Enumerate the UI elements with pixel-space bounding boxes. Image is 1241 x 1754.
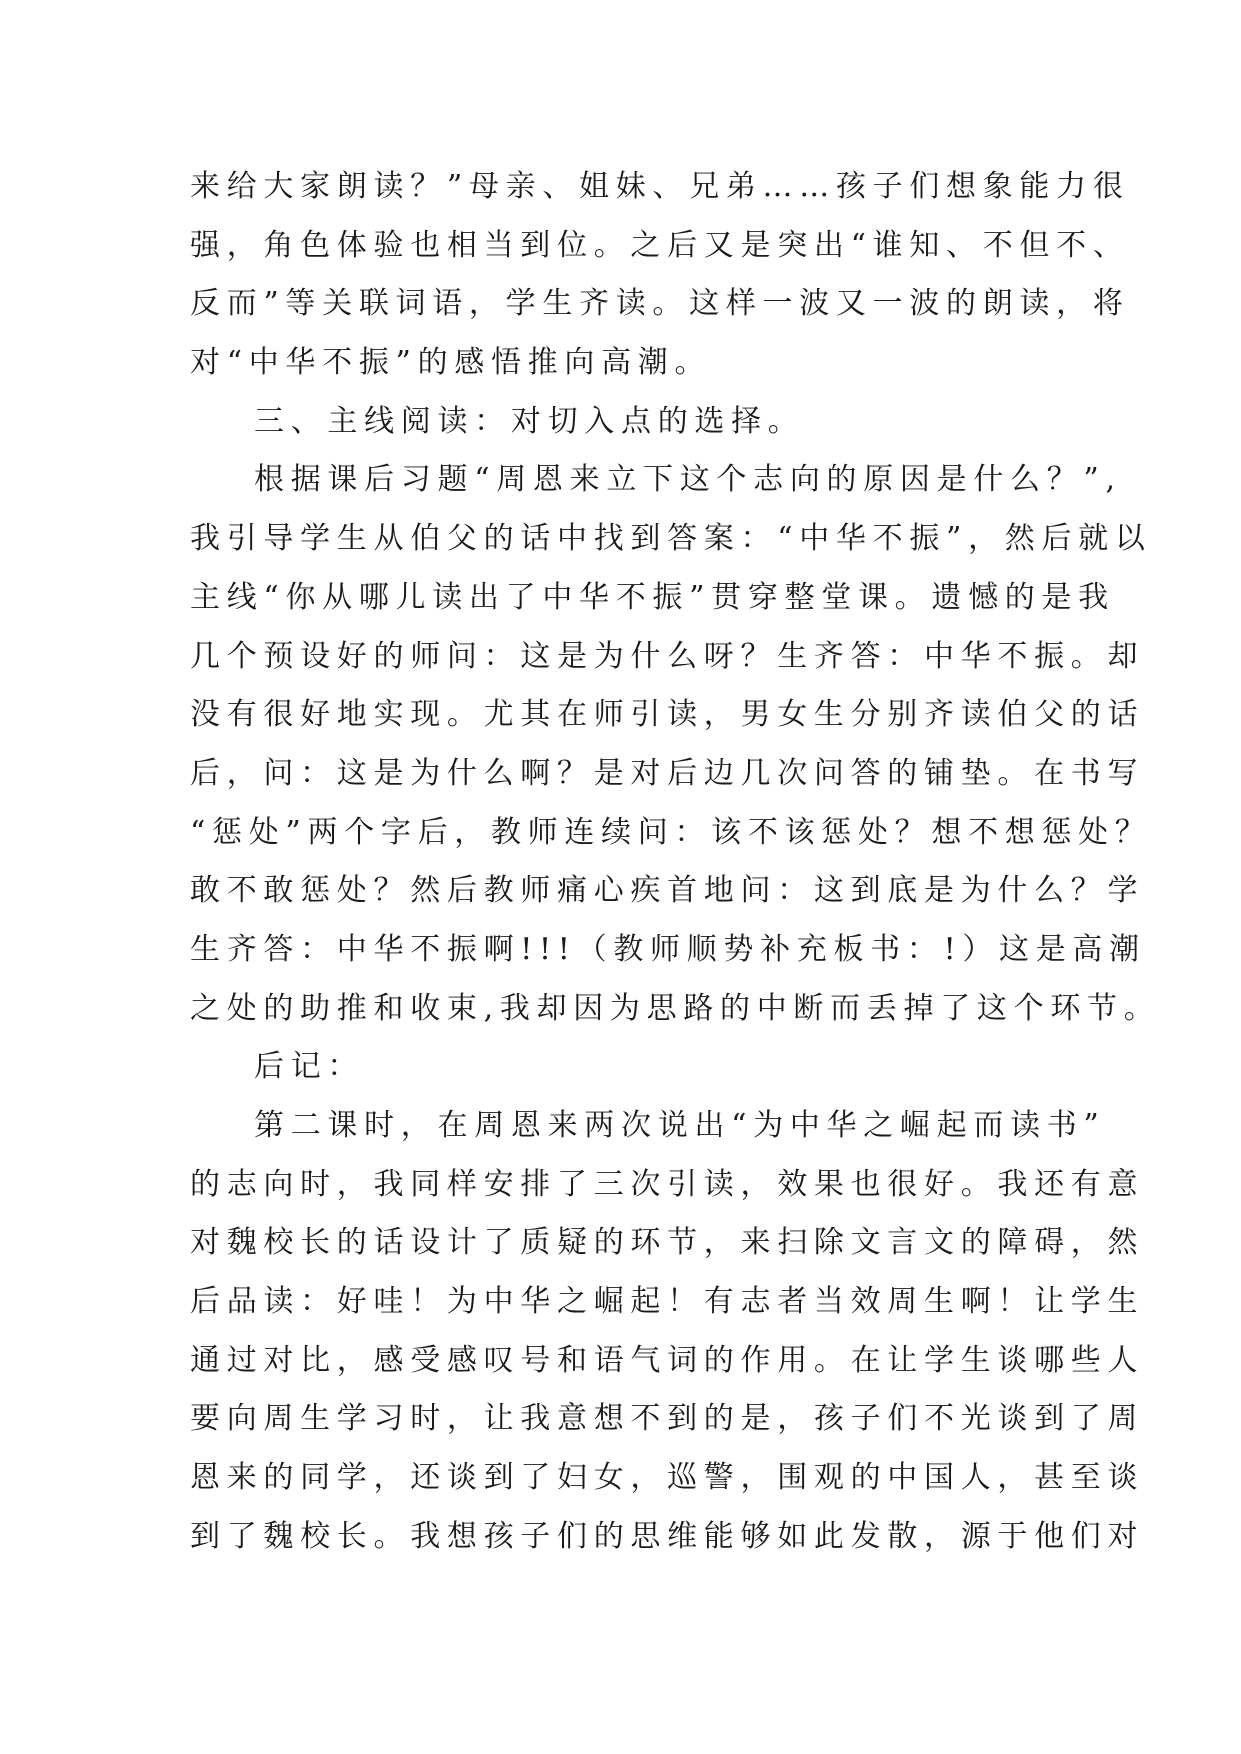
- text-line: 后品读：好哇！为中华之崛起！有志者当效周生啊！让学生: [190, 1284, 1145, 1320]
- paragraph-start-line: 根据课后习题“周恩来立下这个志向的原因是什么？”,: [254, 462, 1122, 498]
- text-line: 通过对比，感受感叹号和语气词的作用。在让学生谈哪些人: [190, 1342, 1145, 1378]
- text-line: 反而”等关联词语，学生齐读。这样一波又一波的朗读，将: [190, 286, 1130, 322]
- paragraph-start-line: 第二课时，在周恩来两次说出“为中华之崛起而读书”: [254, 1108, 1106, 1143]
- text-line: 恩来的同学，还谈到了妇女，巡警，围观的中国人，甚至谈: [190, 1460, 1145, 1496]
- paragraph-start-line: 后记：: [254, 1049, 365, 1085]
- text-line: 要向周生学习时，让我意想不到的是，孩子们不光谈到了周: [190, 1401, 1145, 1437]
- text-line: 来给大家朗读？”母亲、姐妹、兄弟……孩子们想象能力很: [190, 169, 1130, 204]
- text-line: 后，问：这是为什么啊？是对后边几次问答的铺垫。在书写: [190, 755, 1145, 791]
- text-line: 对魏校长的话设计了质疑的环节，来扫除文言文的障碍，然: [190, 1225, 1145, 1261]
- body-text: [190, 158, 1161, 1567]
- text-line: 没有很好地实现。尤其在师引读，男女生分别齐读伯父的话: [190, 697, 1145, 733]
- text-line: 到了魏校长。我想孩子们的思维能够如此发散，源于他们对: [190, 1518, 1145, 1554]
- text-line: 我引导学生从伯父的话中找到答案：“中华不振”，然后就以: [190, 521, 1152, 557]
- text-line: 生齐答：中华不振啊!!!（教师顺势补充板书：!）这是高潮: [190, 931, 1146, 967]
- paragraph-start-line: 三、主线阅读：对切入点的选择。: [254, 403, 805, 439]
- text-line: 敢不敢惩处？然后教师痛心疾首地问：这到底是为什么？学: [190, 873, 1145, 909]
- text-line: 的志向时，我同样安排了三次引读，效果也很好。我还有意: [190, 1166, 1145, 1202]
- text-line: 主线“你从哪儿读出了中华不振”贯穿整堂课。遗憾的是我: [190, 579, 1115, 615]
- text-line: 几个预设好的师问：这是为什么呀？生齐答：中华不振。却: [190, 638, 1145, 674]
- text-line: “惩处”两个字后，教师连续问：该不该惩处？想不想惩处？: [190, 814, 1152, 850]
- text-line: 之处的助推和收束,我却因为思路的中断而丢掉了这个环节。: [190, 990, 1161, 1026]
- text-line: 强，角色体验也相当到位。之后又是突出“谁知、不但不、: [190, 227, 1130, 263]
- text-line: 对“中华不振”的感悟推向高潮。: [190, 345, 712, 381]
